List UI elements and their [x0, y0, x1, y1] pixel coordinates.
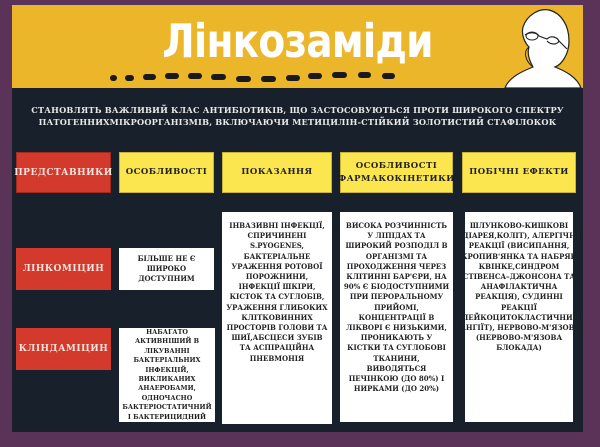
- header-features: ОСОБЛИВОСТІ: [119, 152, 214, 193]
- title-banner: [12, 5, 583, 88]
- indications-cell: ІНВАЗИВНІ ІНФЕКЦІЇ, СПРИЧИНЕНІ S.PYOGENES, БАКТЕРІАЛЬНЕ УРАЖЕННЯ РОТОВОЇ ПОРОЖНИНИ, ІНФЕКЦІЇ ШКІРИ, КІСТОК ТА СУГЛОБІВ, УРАЖЕННЯ ГЛИБОКИХ КЛІТКОВИННИХ ПРОСТОРІВ ГОЛОВИ ТА ШИЇ,АБСЦЕСИ ЗУБІВ ТА АСПІРАЦІЙНА ПНЕВМОНІЯ: [222, 212, 332, 424]
- drug-lincomycin: ЛІНКОМІЦИН: [16, 248, 111, 290]
- drug-clindamycin: КЛІНДАМІЦИН: [16, 328, 111, 370]
- pharmacokinetics-cell: ВИСОКА РОЗЧИННІСТЬ У ЛІПІДАХ ТА ШИРОКИЙ РОЗПОДІЛ В ОРГАНІЗМІ ТА ПРОХОДЖЕННЯ ЧЕРЕЗ КЛІТИННІ БАР'ЄРИ, НА 90% Є БІОДОСТУПНИМИ ПРИ ПЕРОРАЛЬНОМУ ПРИЙОМІ, КОНЦЕНТРАЦІЇ В ЛІКВОРІ Є НИЗЬКИМИ, ПРОНИКАЮТЬ У КІСТКИ ТА СУГЛОБОВІ ТКАНИНИ, ВИВОДЯТЬСЯ ПЕЧІНКОЮ (ДО 80%) І НИРКАМИ (ДО 20%): [340, 212, 453, 422]
- clindamycin-feature: НАБАГАТО АКТИВНІШИЙ В ЛІКУВАННІ БАКТЕРІАЛЬНИХ ІНФЕКЦІЙ, ВИКЛИКАНИХ АНАЕРОБАМИ, ОДНОЧАСНО БАКТЕРІОСТАТИЧНИЙ І БАКТЕРИЦИДНИЙ: [119, 328, 215, 422]
- header-pharmacokinetics: ОСОБЛИВОСТІ ФАРМАКОКІНЕТИКИ: [340, 152, 453, 193]
- header-side-effects: ПОБІЧНІ ЕФЕКТИ: [462, 152, 576, 193]
- intro-line-1: СТАНОВЛЯТЬ ВАЖЛИВИЙ КЛАС АНТИБІОТИКІВ, ЩО ЗАСТОСОВУЮТЬСЯ ПРОТИ ШИРОКОГО СПЕКТРУ: [31, 105, 564, 115]
- thinking-person-icon: [485, 5, 583, 88]
- header-representatives: ПРЕДСТАВНИКИ: [16, 152, 111, 193]
- lincomycin-feature: БІЛЬШЕ НЕ Є ШИРОКО ДОСТУПНИМ: [119, 248, 214, 290]
- header-indications: ПОКАЗАННЯ: [222, 152, 332, 193]
- side-effects-cell: ШЛУНКОВО-КИШКОВІ (ДІАРЕЯ,КОЛІТ), АЛЕРГІЧНІ РЕАКЦІЇ (ВИСИПАННЯ, КРОПИВ'ЯНКА ТА НАБРЯК КВІНКЕ,СИНДРОМ СТІВЕНСА–ДЖОНСОНА ТА АНАФІЛАКТИЧНА РЕАКЦІЯ), СУДИННІ РЕАКЦІЇ (ЛЕЙКОЦИТОКЛАСТИЧНИЙ АНГІЇТ), НЕРВОВО-М'ЯЗОВІ (НЕРВОВО-М'ЯЗОВА БЛОКАДА): [465, 212, 573, 422]
- page-title: Лінкозаміди: [162, 14, 433, 68]
- intro-text: [20, 104, 575, 128]
- intro-line-2: ПАТОГЕННИХМІКРООРГАНІЗМІВ, ВКЛЮЧАЮЧИ МЕТИЦИЛІН-СТІЙКИЙ ЗОЛОТИСТИЙ СТАФІЛОКОК: [38, 117, 557, 127]
